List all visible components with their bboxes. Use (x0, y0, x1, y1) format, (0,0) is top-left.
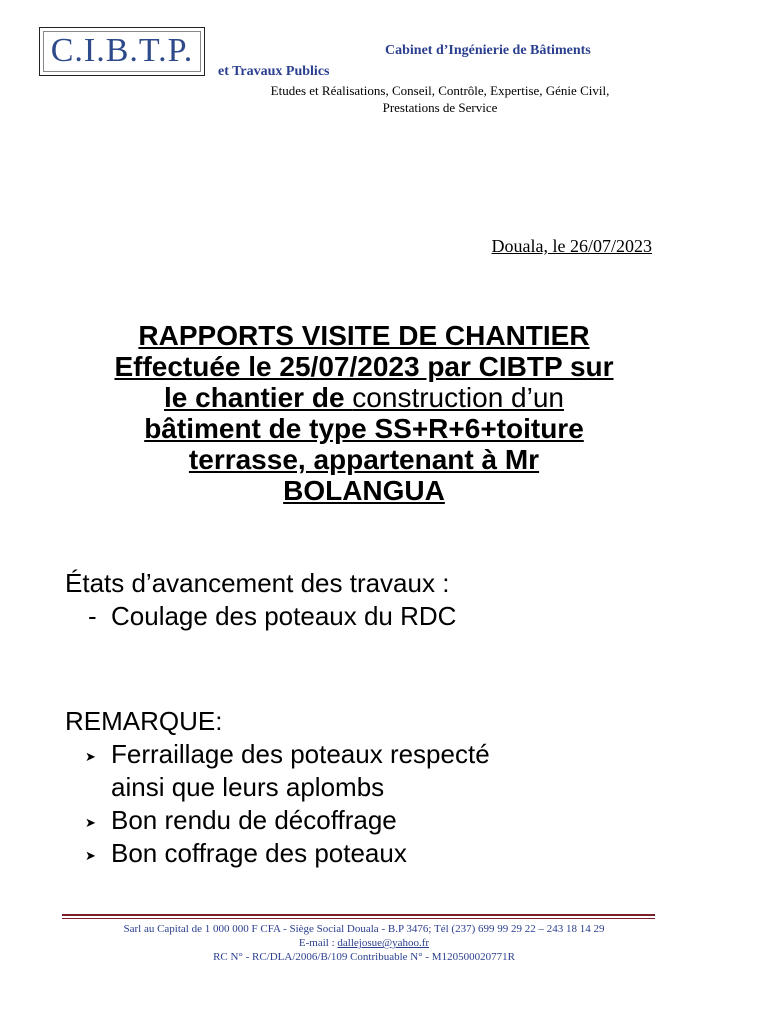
arrow-bullet-icon: ➤ (85, 815, 96, 830)
company-name-line1: Cabinet d’Ingénierie de Bâtiments (385, 43, 591, 58)
footer (40, 922, 688, 964)
footer-rule (62, 914, 655, 916)
footer-registration: RC N° - RC/DLA/2006/B/109 Contribuable N° - M120500020771R (213, 951, 515, 963)
footer-email-label: E-mail : (298, 937, 338, 949)
title-line2: Effectuée le 25/07/2023 par CIBTP sur (114, 351, 614, 382)
arrow-bullet-icon: ➤ (85, 848, 96, 863)
dash-bullet: - (88, 601, 97, 631)
company-logo (39, 27, 205, 76)
footer-company-info: Sarl au Capital de 1 000 000 F CFA - Siège Social Douala - B.P 3476; Tél (237) 699 99 29 22 – 243 18 14 29 (123, 923, 605, 935)
company-name-line2: et Travaux Publics (218, 64, 330, 79)
remark-item-line1: Bon rendu de décoffrage (111, 805, 397, 835)
document-date: Douala, le 26/07/2023 (491, 236, 652, 256)
report-title (40, 320, 688, 506)
progress-item-text: Coulage des poteaux du RDC (111, 601, 457, 631)
title-line3-bold: le chantier de (164, 382, 353, 413)
remark-item (85, 804, 645, 837)
activities-line2: Prestations de Service (382, 100, 498, 115)
logo-text: C.I.B.T.P. (50, 32, 194, 69)
footer-rule-thin (62, 918, 655, 919)
remark-item (85, 738, 645, 804)
remark-item (85, 837, 645, 870)
title-line3-light: construction d’un (352, 382, 564, 413)
title-line1: RAPPORTS VISITE DE CHANTIER (138, 320, 590, 351)
title-line6: BOLANGUA (283, 475, 445, 506)
remark-item-line1: Bon coffrage des poteaux (111, 838, 407, 868)
remark-item-line1: Ferraillage des poteaux respecté (111, 739, 490, 769)
footer-email-link[interactable]: dallejosue@yahoo.fr (337, 937, 430, 949)
remarks-heading: REMARQUE: (65, 706, 223, 736)
activities-line1: Etudes et Réalisations, Conseil, Contrôle, Expertise, Génie Civil, (270, 83, 610, 98)
progress-item (88, 600, 456, 633)
title-line5: terrasse, appartenant à Mr (188, 444, 540, 475)
progress-heading: États d’avancement des travaux : (65, 568, 450, 598)
footer-email-line (40, 936, 688, 950)
remarks-list (85, 738, 645, 870)
remark-item-line2: ainsi que leurs aplombs (111, 772, 385, 802)
title-line4: bâtiment de type SS+R+6+toiture (144, 413, 584, 444)
company-activities (240, 82, 640, 116)
arrow-bullet-icon: ➤ (85, 749, 96, 764)
title-line3 (40, 382, 688, 413)
